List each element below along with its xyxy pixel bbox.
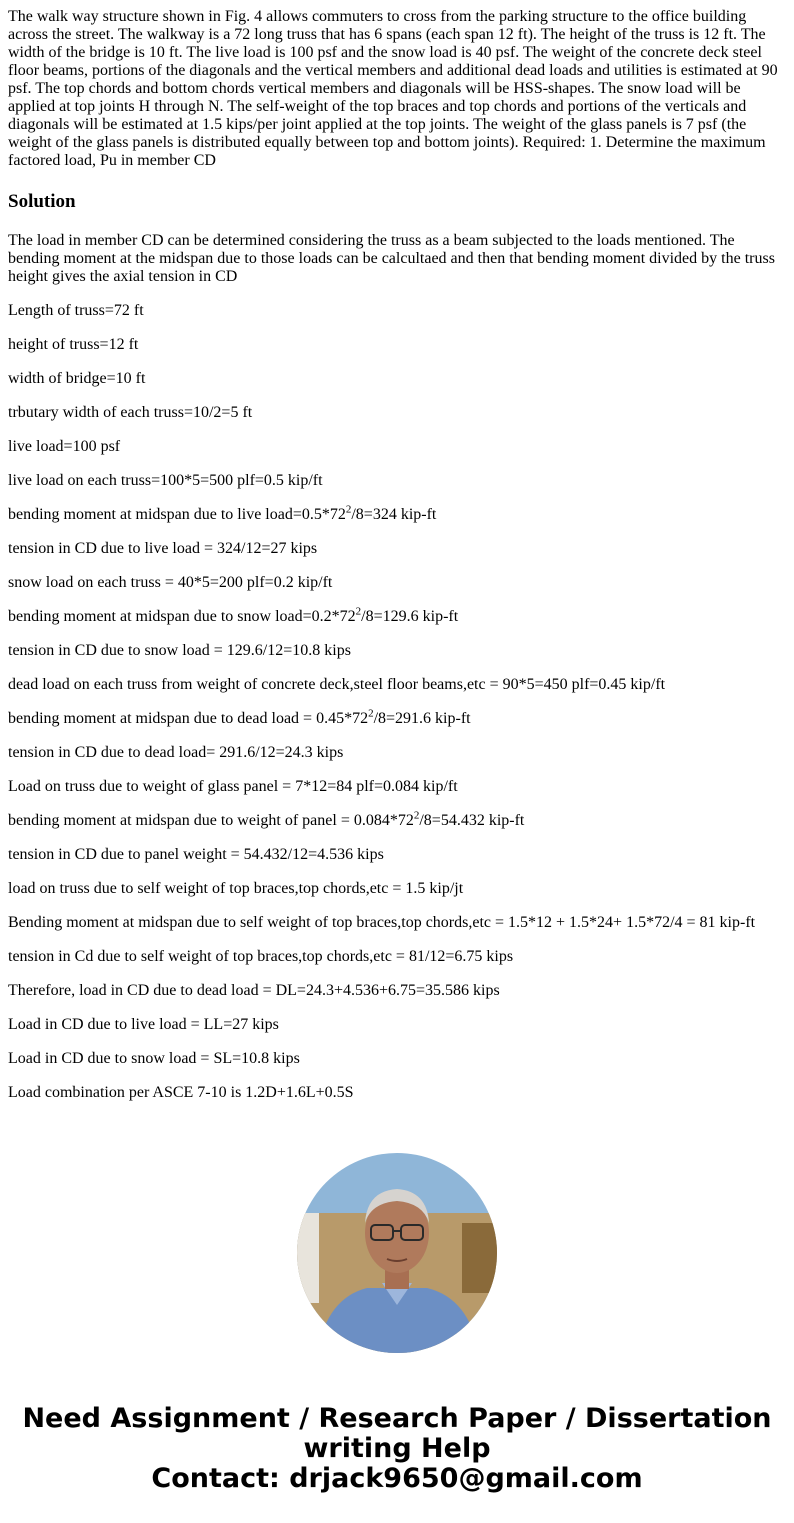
formula-text: bending moment at midspan due to live load=0.5*72 (8, 506, 346, 523)
formula-text: bending moment at midspan due to snow load=0.2*72 (8, 608, 356, 625)
solution-line: tension in CD due to dead load= 291.6/12=24.3 kips (8, 744, 344, 761)
avatar-door (297, 1213, 319, 1303)
solution-line: load on truss due to self weight of top braces,top chords,etc = 1.5 kip/jt (8, 880, 464, 897)
solution-line: tension in Cd due to self weight of top braces,top chords,etc = 81/12=6.75 kips (8, 948, 514, 965)
solution-line (8, 503, 786, 524)
solution-line: trbutary width of each truss=10/2=5 ft (8, 404, 253, 421)
solution-line: tension in CD due to panel weight = 54.432/12=4.536 kips (8, 846, 384, 863)
solution-line: tension in CD due to snow load = 129.6/12=10.8 kips (8, 642, 351, 659)
solution-intro: The load in member CD can be determined considering the truss as a beam subjected to the loads mentioned. The bending moment at the midspan due to those loads can be calcultaed and then that bending moment divided by the truss height gives the axial tension in CD (8, 232, 775, 285)
promo-footer (0, 1404, 794, 1494)
solution-line: width of bridge=10 ft (8, 370, 146, 387)
formula-text: /8=54.432 kip-ft (419, 812, 525, 829)
footer-line: Need Assignment / Research Paper / Dissertation (22, 1403, 772, 1434)
solution-line: Length of truss=72 ft (8, 302, 144, 319)
question-text: The walk way structure shown in Fig. 4 allows commuters to cross from the parking structure to the office building across the street. The walkway is a 72 long truss that has 6 spans (each span 12 ft). The height of the truss is 12 ft. The width of the bridge is 10 ft. The live load is 100 psf and the snow load is 40 psf. The weight of the concrete deck steel floor beams, portions of the diagonals and the vertical members and additional dead loads and utilities is estimated at 90 psf. The top chords and bottom chords vertical members and diagonals will be HSS-shapes. The snow load will be applied at top joints H through N. The self-weight of the top braces and top chords and portions of the verticals and diagonals will be estimated at 1.5 kips/per joint applied at the top joints. The weight of the glass panels is 7 psf (the weight of the glass panels is distributed equally between top and bottom joints). Required: 1. Determine the maximum factored load, Pu in member CD (8, 8, 778, 169)
formula-text: /8=291.6 kip-ft (373, 710, 471, 727)
solution-line: live load=100 psf (8, 438, 121, 455)
solution-heading: Solution (8, 191, 76, 212)
document-body (8, 8, 786, 1118)
formula-text: bending moment at midspan due to weight of panel = 0.084*72 (8, 812, 414, 829)
solution-line: Load in CD due to snow load = SL=10.8 kips (8, 1050, 300, 1067)
solution-line: Load combination per ASCE 7-10 is 1.2D+1.6L+0.5S (8, 1084, 354, 1101)
solution-line: height of truss=12 ft (8, 336, 139, 353)
avatar-portrait (297, 1153, 497, 1353)
solution-line: tension in CD due to live load = 324/12=27 kips (8, 540, 318, 557)
formula-text: /8=129.6 kip-ft (361, 608, 459, 625)
solution-line (8, 809, 786, 830)
formula-text: /8=324 kip-ft (351, 506, 437, 523)
solution-line: live load on each truss=100*5=500 plf=0.5 kip/ft (8, 472, 323, 489)
solution-line: dead load on each truss from weight of concrete deck,steel floor beams,etc = 90*5=450 plf=0.45 kip/ft (8, 676, 666, 693)
solution-line: Load in CD due to live load = LL=27 kips (8, 1016, 279, 1033)
author-avatar (297, 1153, 497, 1353)
solution-line: Therefore, load in CD due to dead load = DL=24.3+4.536+6.75=35.586 kips (8, 982, 500, 999)
solution-line: snow load on each truss = 40*5=200 plf=0.2 kip/ft (8, 574, 333, 591)
exponent: 2 (413, 809, 420, 822)
exponent: 2 (345, 503, 352, 516)
footer-contact: Contact: drjack9650@gmail.com (151, 1463, 643, 1494)
solution-line: Bending moment at midspan due to self weight of top braces,top chords,etc = 1.5*12 + 1.5*24+ 1.5*72/4 = 81 kip-ft (8, 914, 756, 931)
solution-line (8, 707, 786, 728)
exponent: 2 (355, 605, 362, 618)
solution-line (8, 605, 786, 626)
solution-line: Load on truss due to weight of glass panel = 7*12=84 plf=0.084 kip/ft (8, 778, 458, 795)
avatar-panel (462, 1223, 497, 1293)
exponent: 2 (368, 707, 374, 720)
footer-line: writing Help (303, 1433, 491, 1464)
formula-text: bending moment at midspan due to dead load = 0.45*72 (8, 710, 369, 727)
